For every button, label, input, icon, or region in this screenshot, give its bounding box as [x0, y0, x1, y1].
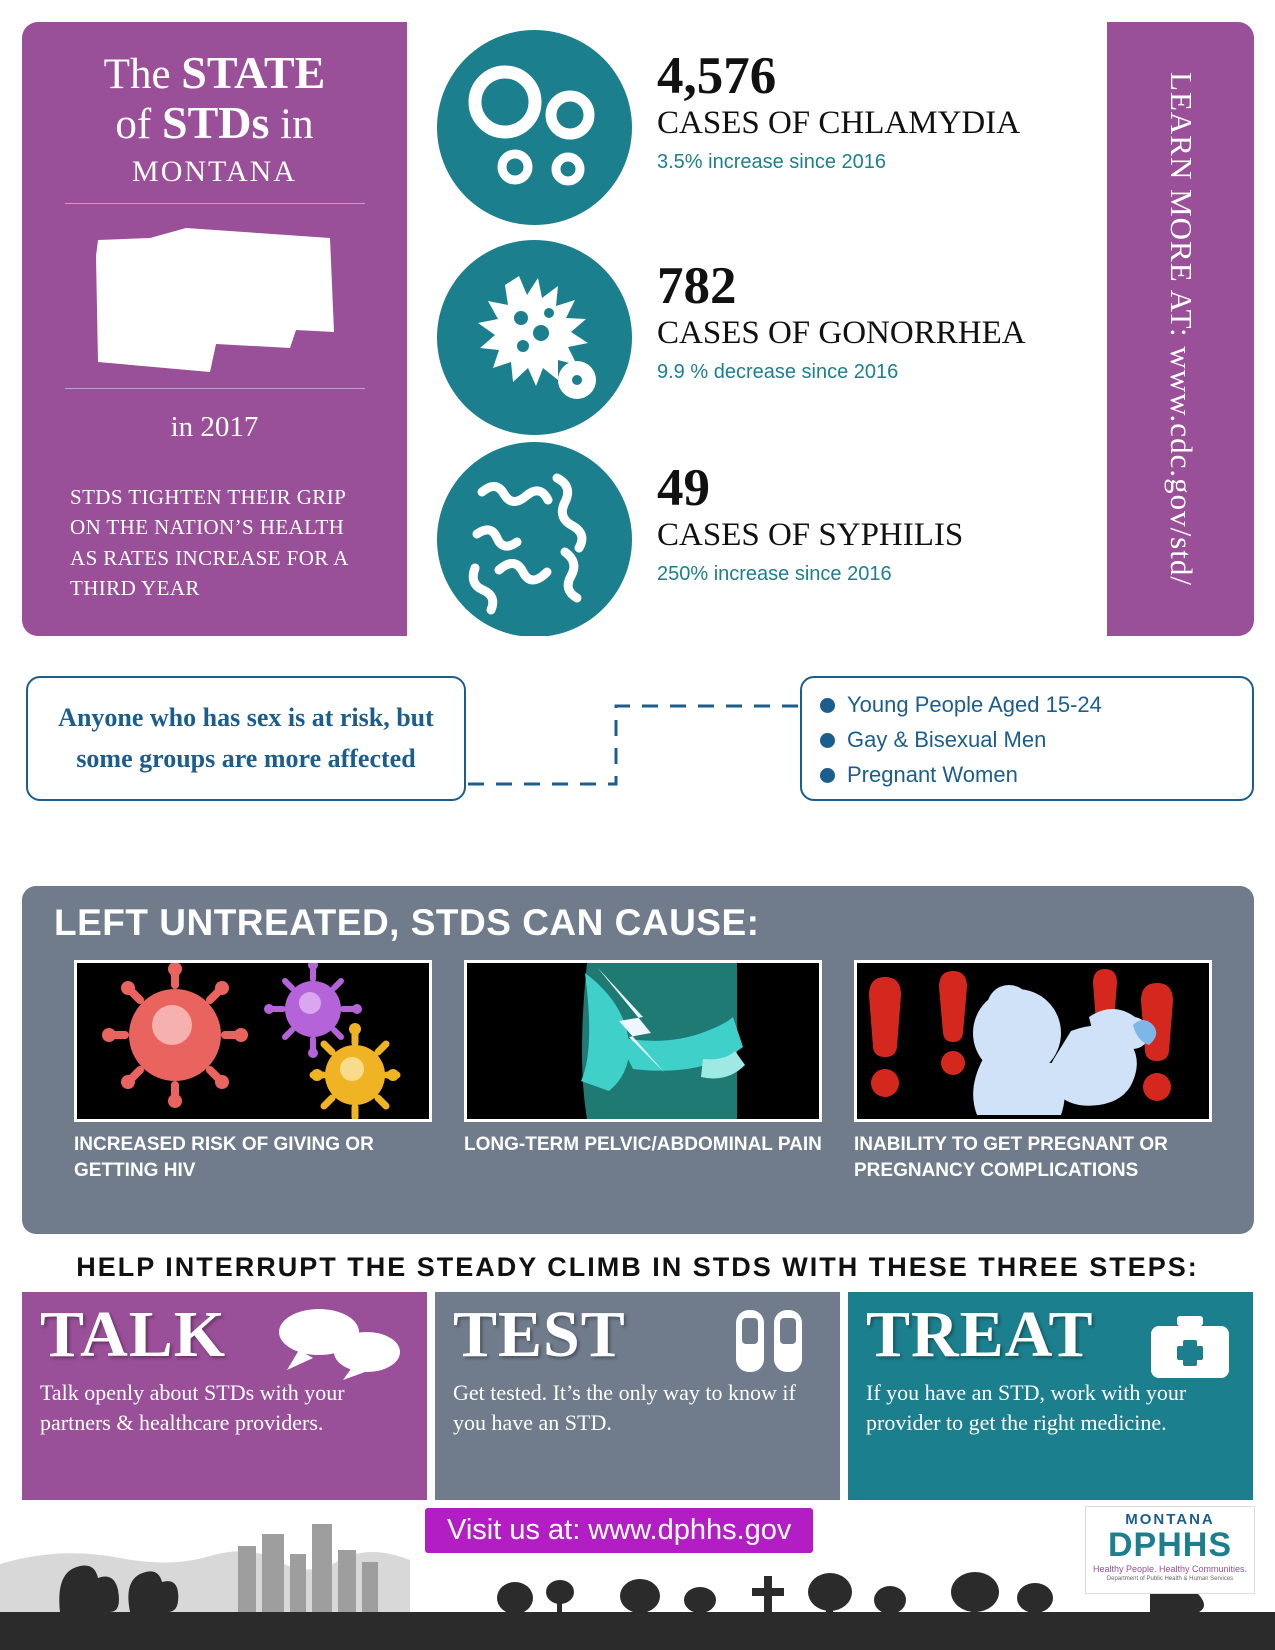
- step-body: Get tested. It’s the only way to know if you have an STD.: [453, 1380, 796, 1435]
- stat-number: 49: [657, 459, 710, 517]
- untreated-caption: INABILITY TO GET PREGNANT OR PREGNANCY COMPLICATIONS: [854, 1134, 1168, 1181]
- step-body: If you have an STD, work with your provider to get the right medicine.: [866, 1380, 1187, 1435]
- medical-kit-icon: [1149, 1314, 1231, 1385]
- risk-group-label: Young People Aged 15-24: [847, 692, 1102, 717]
- stat-change: 250% increase since 2016: [657, 562, 892, 585]
- untreated-panel: [22, 886, 1254, 1234]
- year-label: in 2017: [170, 410, 259, 443]
- step-card-talk: [22, 1292, 427, 1500]
- stat-change: 3.5% increase since 2016: [657, 150, 887, 173]
- stat-label: CASES OF SYPHILIS: [657, 517, 964, 553]
- title-state: STATE: [181, 47, 326, 98]
- risk-group-label: Gay & Bisexual Men: [847, 727, 1047, 752]
- risk-statement-box: [26, 676, 466, 801]
- divider-top: [65, 203, 365, 204]
- logo-dphhs: DPHHS: [1107, 1526, 1233, 1564]
- visit-banner[interactable]: Visit us at: www.dphhs.gov: [425, 1508, 813, 1553]
- step-body: Talk openly about STDs with your partners & healthcare providers.: [40, 1380, 345, 1435]
- steps-heading: HELP INTERRUPT THE STEADY CLIMB IN STDS WITH THESE THREE STEPS:: [76, 1252, 1199, 1282]
- untreated-caption: INCREASED RISK OF GIVING OR GETTING HIV: [74, 1134, 374, 1181]
- stat-row-syphilis: [407, 442, 1107, 636]
- speech-bubbles-icon: [275, 1306, 405, 1385]
- stat-label: CASES OF CHLAMYDIA: [657, 105, 1021, 141]
- bullet-icon: [820, 733, 835, 748]
- hero-stats-column: [407, 22, 1107, 636]
- logo-montana: MONTANA: [1125, 1511, 1215, 1528]
- viruses-icon: [74, 960, 432, 1122]
- gonorrhea-bacteria-icon: [437, 240, 632, 435]
- title-in: in: [269, 101, 314, 149]
- title-stds: STDs: [161, 97, 270, 149]
- untreated-caption: LONG-TERM PELVIC/ABDOMINAL PAIN: [464, 1134, 822, 1155]
- untreated-item-pregnancy: [854, 960, 1212, 1183]
- risk-group-label: Pregnant Women: [847, 762, 1018, 787]
- pregnancy-complications-icon: [854, 960, 1212, 1122]
- step-title: TALK: [40, 1298, 227, 1371]
- stat-label: CASES OF GONORRHEA: [657, 315, 1026, 351]
- hero-panel: [22, 22, 1254, 636]
- chlamydia-bacteria-icon: [437, 30, 632, 225]
- learn-more-text: LEARN MORE AT: www.cdc.gov/std/: [1163, 72, 1199, 586]
- bullet-icon: [820, 768, 835, 783]
- stat-number: 782: [657, 257, 737, 315]
- stat-change: 9.9 % decrease since 2016: [657, 360, 899, 383]
- logo-department: Department of Public Health & Human Services: [1106, 1576, 1234, 1582]
- abdominal-pain-icon: [464, 960, 822, 1122]
- state-name: MONTANA: [132, 154, 297, 188]
- risk-groups-box: [800, 676, 1254, 801]
- dphhs-logo: [1085, 1506, 1255, 1594]
- title-the: The: [103, 51, 182, 98]
- hero-blurb: STDS TIGHTEN THEIR GRIP ON THE NATION’S HEALTH AS RATES INCREASE FOR A THIRD YEAR: [70, 484, 348, 601]
- test-tubes-icon: [718, 1306, 818, 1389]
- learn-more-sidebar: [1107, 22, 1254, 636]
- list-item: [820, 727, 1252, 753]
- stat-row-chlamydia: [407, 30, 1107, 230]
- untreated-panels: [74, 960, 1214, 1183]
- page-title: [22, 48, 407, 149]
- hero-left-column: [22, 22, 407, 636]
- divider-bottom: [65, 388, 365, 389]
- steps-cards: [22, 1292, 1254, 1500]
- step-title: TREAT: [866, 1298, 1094, 1371]
- logo-tagline: Healthy People. Healthy Communities.: [1092, 1564, 1248, 1574]
- list-item: [820, 692, 1252, 718]
- step-title: TEST: [453, 1298, 626, 1371]
- untreated-heading: LEFT UNTREATED, STDS CAN CAUSE:: [54, 902, 760, 943]
- bullet-icon: [820, 698, 835, 713]
- step-card-test: [435, 1292, 840, 1500]
- list-item: [820, 762, 1252, 788]
- montana-map-icon: [90, 222, 340, 372]
- syphilis-spirochete-icon: [437, 442, 632, 636]
- title-of: of: [115, 101, 162, 149]
- untreated-item-hiv: [74, 960, 432, 1183]
- risk-statement-text: Anyone who has sex is at risk, but some groups are more affected: [58, 703, 434, 773]
- stat-number: 4,576: [657, 47, 777, 105]
- dashed-connector: [466, 676, 802, 801]
- stat-row-gonorrhea: [407, 240, 1107, 440]
- untreated-item-pain: [464, 960, 822, 1183]
- step-card-treat: [848, 1292, 1253, 1500]
